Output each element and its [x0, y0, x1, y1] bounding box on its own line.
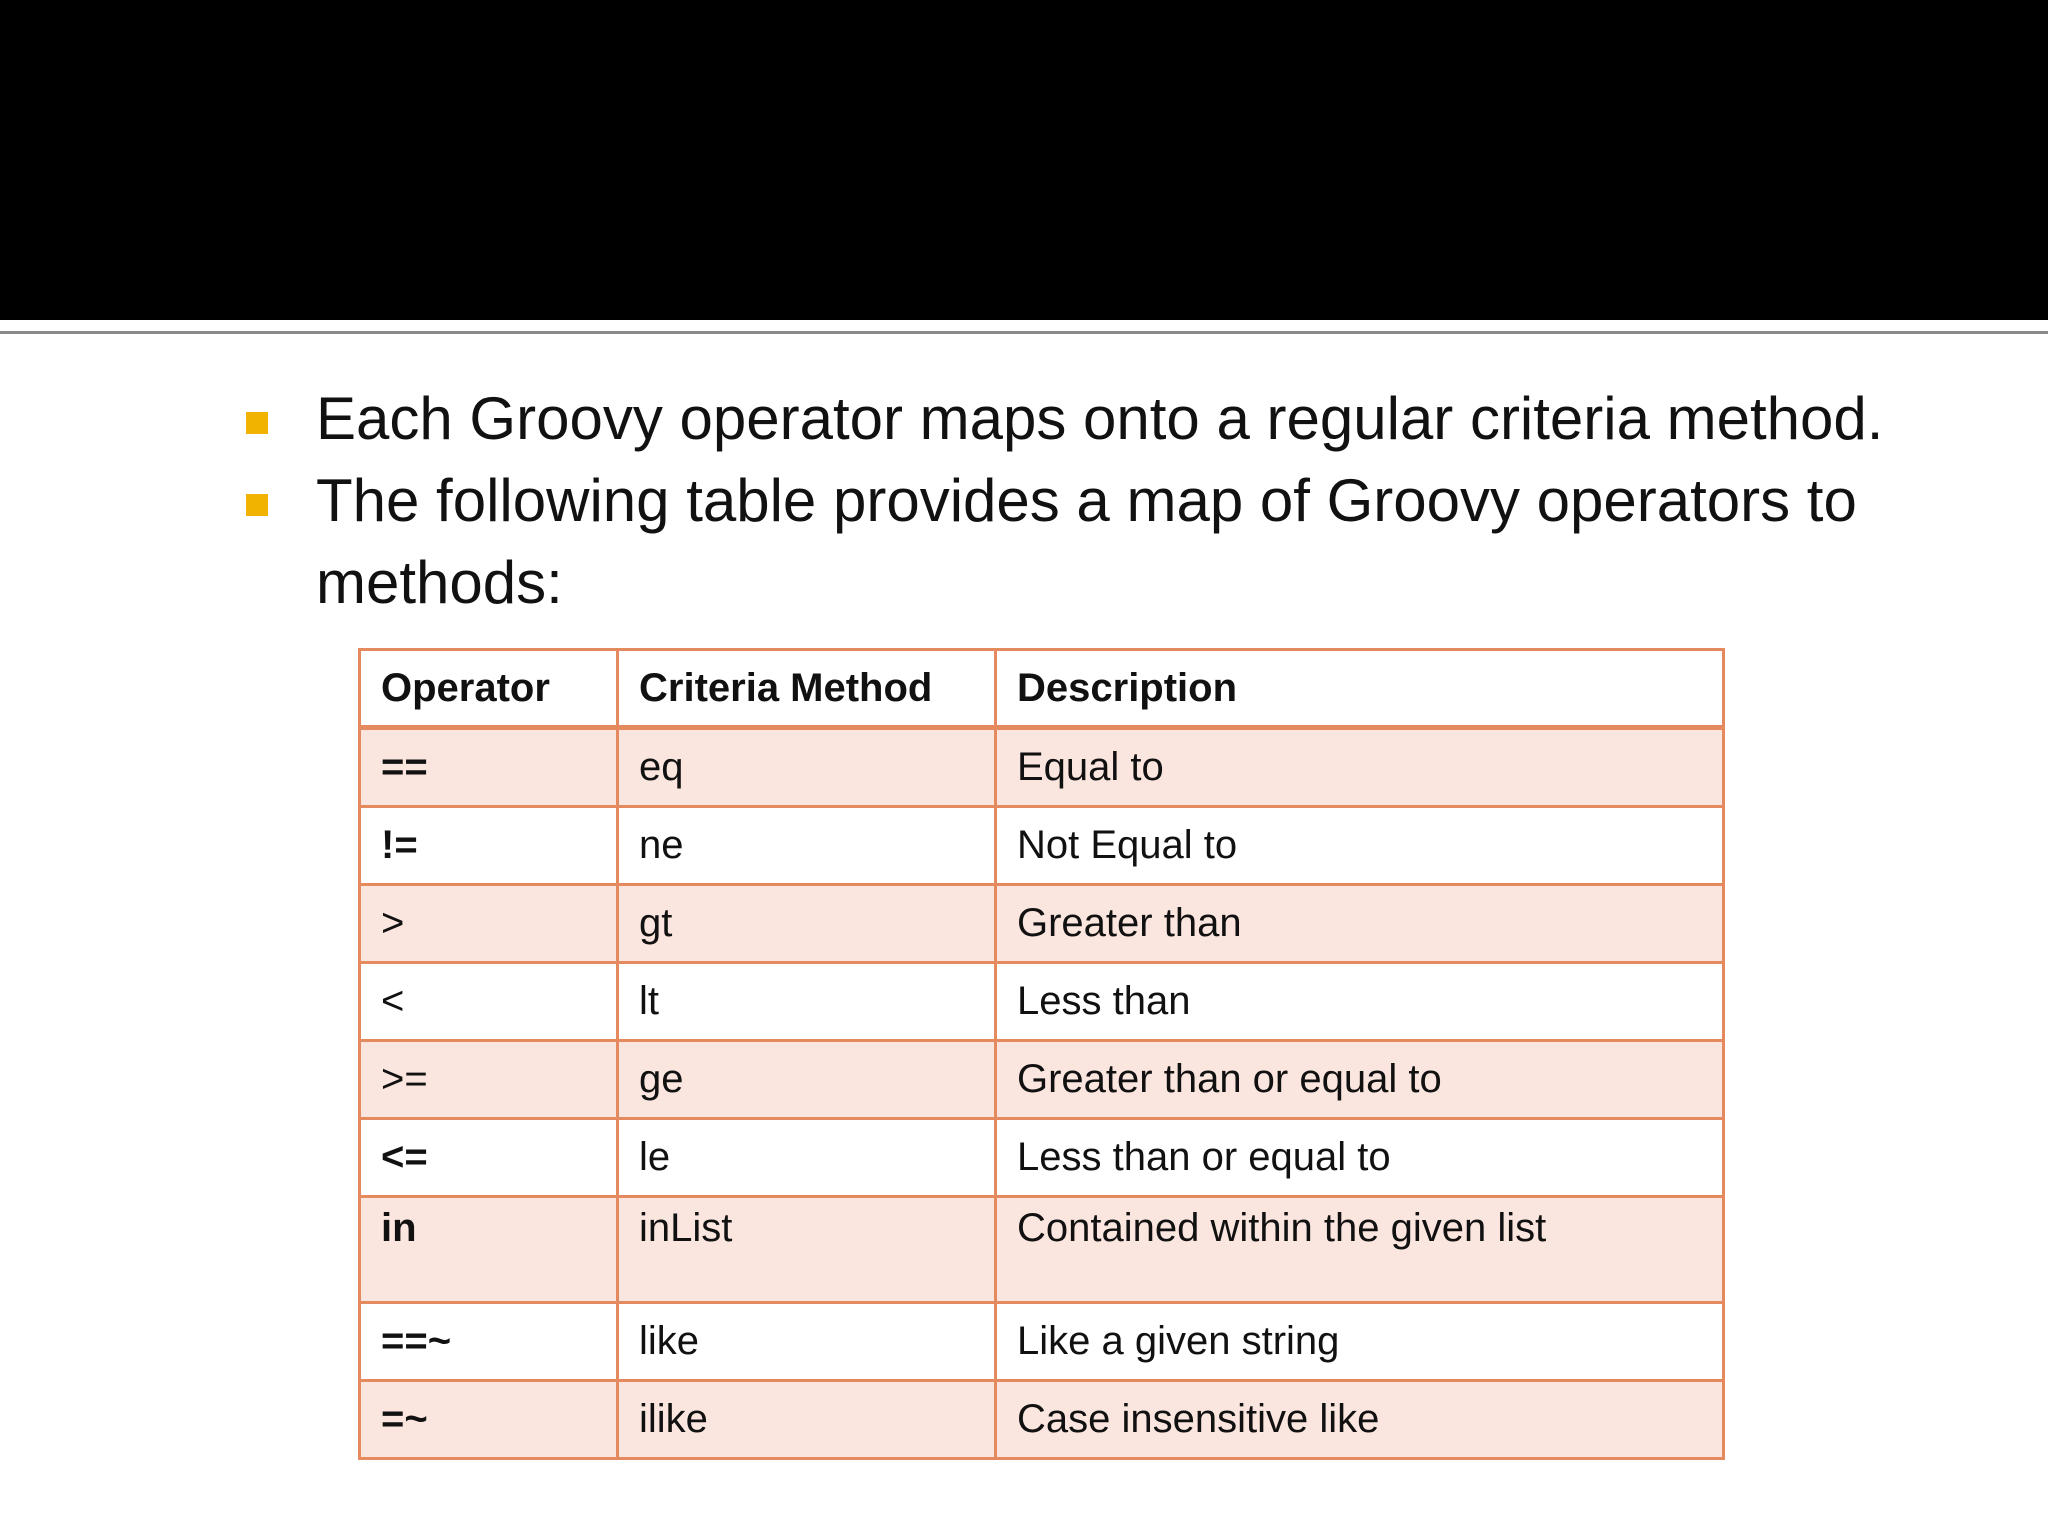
header-description: Description: [996, 650, 1724, 728]
bullet-list: [246, 378, 2006, 624]
cell-description: Not Equal to: [996, 807, 1724, 885]
operator-table: [358, 648, 1725, 1460]
cell-description: Less than or equal to: [996, 1119, 1724, 1197]
cell-operator: >=: [360, 1041, 618, 1119]
cell-operator: in: [360, 1197, 618, 1303]
cell-method: inList: [618, 1197, 996, 1303]
cell-description: Greater than or equal to: [996, 1041, 1724, 1119]
square-bullet-icon: [246, 412, 268, 434]
cell-method: like: [618, 1303, 996, 1381]
cell-operator: ==~: [360, 1303, 618, 1381]
bullet-item: [246, 378, 2006, 460]
cell-description: Contained within the given list: [996, 1197, 1724, 1303]
cell-operator: !=: [360, 807, 618, 885]
bullet-item: [246, 460, 2006, 624]
cell-operator: ==: [360, 728, 618, 807]
table-row: [360, 1303, 1724, 1381]
cell-operator: >: [360, 885, 618, 963]
header-operator: Operator: [360, 650, 618, 728]
cell-method: lt: [618, 963, 996, 1041]
square-bullet-icon: [246, 494, 268, 516]
cell-description: Like a given string: [996, 1303, 1724, 1381]
cell-operator: =~: [360, 1381, 618, 1459]
cell-method: ge: [618, 1041, 996, 1119]
table-header-row: [360, 650, 1724, 728]
header-criteria-method: Criteria Method: [618, 650, 996, 728]
cell-description: Equal to: [996, 728, 1724, 807]
table-row: [360, 885, 1724, 963]
table-row: [360, 728, 1724, 807]
table-row: [360, 1119, 1724, 1197]
cell-method: gt: [618, 885, 996, 963]
cell-method: ilike: [618, 1381, 996, 1459]
cell-operator: <=: [360, 1119, 618, 1197]
table-row: [360, 807, 1724, 885]
cell-description: Case insensitive like: [996, 1381, 1724, 1459]
cell-method: ne: [618, 807, 996, 885]
table-row: [360, 1381, 1724, 1459]
cell-description: Less than: [996, 963, 1724, 1041]
bullet-text: The following table provides a map of Groovy operators to methods:: [316, 467, 1857, 616]
cell-method: eq: [618, 728, 996, 807]
cell-operator: <: [360, 963, 618, 1041]
title-bar: [0, 0, 2048, 320]
title-divider: [0, 331, 2048, 334]
table-row: [360, 1197, 1724, 1303]
cell-description: Greater than: [996, 885, 1724, 963]
bullet-text: Each Groovy operator maps onto a regular criteria method.: [316, 385, 1884, 452]
cell-method: le: [618, 1119, 996, 1197]
table-row: [360, 963, 1724, 1041]
table-row: [360, 1041, 1724, 1119]
